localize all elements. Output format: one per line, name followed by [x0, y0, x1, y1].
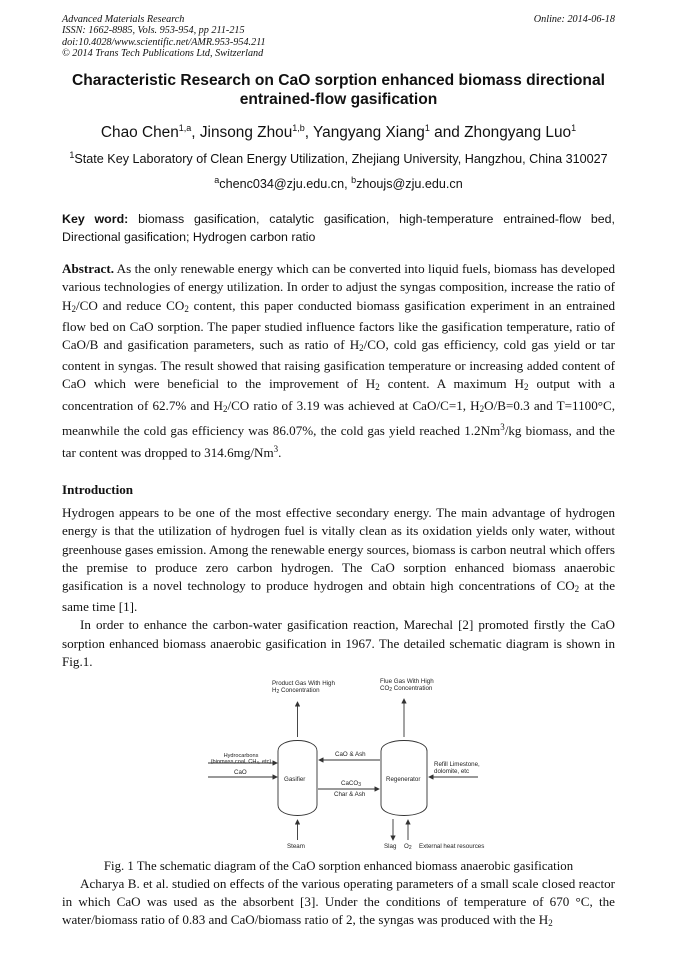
author-name: Jinsong Zhou — [199, 123, 293, 141]
regenerator-label: Regenerator — [386, 775, 421, 783]
author-affil-mark: 1 — [571, 122, 577, 133]
subscript: 2 — [479, 403, 485, 414]
keywords-label: Key word: — [62, 212, 129, 227]
author-name: Yangyang Xiang — [313, 123, 425, 141]
label-text: Hydrocarbons — [223, 752, 259, 759]
slag-label: Slag — [384, 842, 397, 850]
keywords — [62, 211, 615, 246]
subscript: 2 — [389, 687, 393, 694]
doi-line: doi:10.4028/www.scientific.net/AMR.953-954.211 — [62, 36, 266, 48]
label-text: CaCO — [341, 779, 359, 787]
label-text: , etc) — [258, 759, 272, 766]
author-separator: , — [304, 123, 314, 141]
subscript: 2 — [574, 583, 580, 594]
label-text: Product Gas With High — [272, 679, 335, 687]
refill-label — [434, 761, 480, 776]
abstract-text: . — [278, 444, 282, 460]
subscript: 2 — [548, 918, 553, 929]
author-list — [62, 119, 615, 142]
email-address: zhoujs@zju.edu.cn — [356, 177, 463, 192]
author-separator: , — [191, 123, 200, 141]
affiliation — [62, 147, 615, 167]
flue-gas-label — [380, 678, 434, 695]
label-text: Concentration — [393, 685, 433, 693]
superscript: 3 — [500, 421, 505, 432]
author-affil-mark: 1,b — [292, 122, 305, 133]
keywords-text: biomass gasification, catalytic gasification, high-temperature entrained-flow bed, Directional gasification; Hydrogen carbon ratio — [62, 212, 615, 244]
abstract-text: output with a concentration of 62.7% and H — [62, 376, 615, 413]
body-paragraph — [62, 504, 615, 616]
label-text: Flue Gas With High — [380, 677, 434, 685]
subscript: 2 — [359, 342, 364, 353]
abstract-label: Abstract. — [62, 261, 114, 277]
copyright-line: © 2014 Trans Tech Publications Ltd, Switzerland — [62, 48, 264, 60]
subscript: 2 — [71, 303, 76, 314]
subscript: 2 — [184, 303, 189, 314]
email-address: chenc034@zju.edu.cn, — [219, 177, 352, 192]
label-text: Refill Limestone, — [434, 760, 480, 768]
subscript: 2 — [375, 382, 380, 393]
subscript: 2 — [222, 403, 228, 414]
subscript: 4 — [256, 760, 259, 766]
affiliation-text: State Key Laboratory of Clean Energy Utilization, Zhejiang University, Hangzhou, China 310027 — [74, 151, 608, 166]
subscript: 3 — [358, 781, 361, 788]
abstract-text: /kg biomass, and the tar content was dropped to 314.6mg/Nm — [62, 422, 615, 460]
abstract — [62, 260, 615, 462]
superscript: 3 — [273, 443, 279, 454]
journal-name: Advanced Materials Research — [62, 14, 185, 25]
abstract-text: content. A maximum H — [379, 376, 524, 392]
author-affil-mark: 1,a — [178, 122, 192, 133]
o2-label — [404, 843, 412, 852]
running-header — [62, 14, 615, 60]
subscript: 2 — [524, 382, 529, 393]
affiliation-mark: 1 — [69, 149, 75, 160]
body-text: at the same time [1]. — [62, 577, 615, 615]
abstract-text: As the only renewable energy which can be converted into liquid fuels, biomass has developed various technologies of energy utilization. In order to adjust the syngas composition, increase the ratio of H — [62, 261, 615, 313]
product-gas-label — [272, 680, 335, 697]
figure-caption: Fig. 1 The schematic diagram of the CaO sorption enhanced biomass anaerobic gasification — [103, 858, 574, 873]
author-affil-mark: 1 — [424, 122, 430, 133]
char-ash-label: Char & Ash — [334, 790, 366, 798]
hydrocarbons-label — [208, 753, 274, 767]
email-mark: a — [214, 174, 220, 185]
label-text: Concentration — [280, 687, 320, 695]
subscript: 2 — [276, 689, 280, 696]
abstract-text: /CO, cold gas efficiency, cold gas yield or tar content in syngas. The result showed that raising gasification temperature or increasing added content of CaO which were beneficial to the improvement of H — [62, 336, 615, 392]
body-paragraph — [62, 875, 615, 933]
schematic-figure — [62, 677, 615, 855]
author-name: Chao Chen — [100, 123, 179, 141]
online-date: Online: 2014-06-18 — [533, 14, 615, 25]
body-paragraph: In order to enhance the carbon-water gasification reaction, Marechal [2] promoted firstly the CaO sorption enhanced biomass anaerobic gasification in 1967. The detailed schematic diagram is shown in Fig.1. — [62, 617, 615, 669]
external-heat-label: External heat resources — [419, 842, 485, 850]
gasifier-label: Gasifier — [284, 775, 306, 783]
label-text: (biomass,coal, CH — [210, 759, 257, 766]
schematic-diagram — [62, 677, 615, 855]
body-text: Hydrogen appears to be one of the most effective secondary energy. The main advantage of hydrogen energy is that the utilization of hydrogen fuel is vitally clean as its oxidation yields only water, without greenhouse gases emission. Among the renewable energy sources, biomass is carbon neutral which offers the premise to produce zero carbon hydrogen. The CaO sorption enhanced biomass anaerobic gasification is a novel technology to produce hydrogen and obtain high concentrations of CO — [62, 505, 615, 593]
email-line — [62, 172, 615, 192]
steam-label: Steam — [287, 842, 305, 850]
paper-title: Characteristic Research on CaO sorption enhanced biomass directional entrained-flow gasification — [72, 71, 605, 108]
author-name: Zhongyang Luo — [464, 123, 572, 141]
section-heading-introduction: Introduction — [62, 482, 134, 498]
abstract-text: content, this paper conducted biomass gasification experiment in an entrained flow bed on CaO sorption. The paper studied influence factors like the gasification temperature, ratio of CaO/B and gasification parameters, such as ratio of H — [62, 297, 615, 352]
author-separator: and — [429, 123, 465, 141]
caco3-label — [341, 780, 361, 789]
abstract-text: O/B=0.3 and T=1100°C, meanwhile the cold gas efficiency was 86.07%, the cold gas yield reached 1.2Nm — [62, 397, 615, 438]
subscript: 2 — [408, 844, 412, 851]
body-text: Acharya B. et al. studied on effects of the various operating parameters of a small scale closed reactor in which CaO was used as the absorbent [3]. Under the conditions of temperature of 670 °C, the water/biomass ratio of 0.83 and CaO/biomass ratio of 2, the syngas was produced with the H — [62, 875, 615, 928]
issn-line: ISSN: 1662-8985, Vols. 953-954, pp 211-215 — [62, 25, 245, 37]
abstract-text: /CO and reduce CO — [75, 297, 185, 313]
paper-page — [62, 14, 615, 933]
email-mark: b — [351, 174, 357, 185]
label-text: CO — [380, 685, 390, 693]
cao-ash-label: CaO & Ash — [335, 750, 366, 758]
cao-input-label: CaO — [234, 768, 247, 776]
abstract-text: /CO ratio of 3.19 was achieved at CaO/C=1, H — [227, 397, 480, 413]
label-text: dolomite, etc — [434, 768, 470, 776]
label-text: H — [272, 687, 277, 695]
label-text: O — [404, 842, 409, 850]
